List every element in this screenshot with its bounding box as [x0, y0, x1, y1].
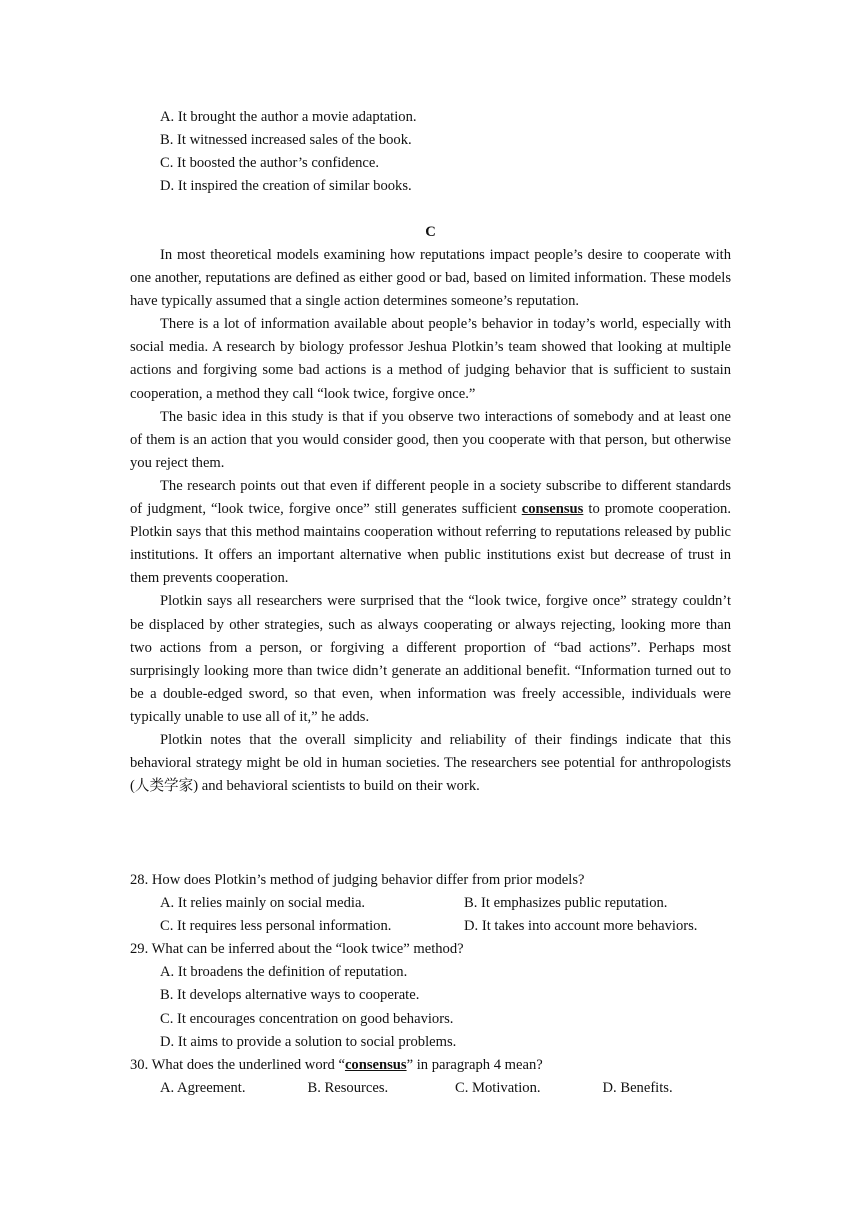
option-b: B. It develops alternative ways to cooperate. [160, 987, 420, 1004]
underlined-word: consensus [344, 1056, 407, 1073]
option-c: C. It boosted the author’s confidence. [160, 155, 379, 172]
question-list [130, 869, 750, 1100]
paragraph-4-text-end: to promote cooperation. Plotkin says that this method maintains cooperation without referring to reputations released by public institutions. It offers an important alternative when public institutions exist but decrease of trust in them prevents cooperation. [130, 501, 731, 587]
question-stem: 29. What can be inferred about the “look twice” method? [130, 941, 464, 958]
paragraph-1: In most theoretical models examining how reputations impact people’s desire to cooperate with one another, reputations are defined as either good or bad, based on limited information. These models have typically assumed that a single action determines someone’s reputation. [130, 247, 731, 310]
option-b: B. It witnessed increased sales of the book. [160, 132, 412, 149]
question-28 [130, 869, 750, 938]
question-29 [130, 938, 750, 1053]
option-a: A. It relies mainly on social media. [160, 895, 366, 912]
question-stem [130, 1054, 750, 1077]
option-d: D. It aims to provide a solution to social problems. [160, 1033, 457, 1050]
paragraph-6: Plotkin notes that the overall simplicity and reliability of their findings indicate that this behavioral strategy might be old in human societies. The researchers see potential for anthropologists (人类学家) and behavioral scientists to build on their work. [130, 731, 731, 795]
reading-passage [130, 244, 731, 798]
option-a: A. It broadens the definition of reputation. [160, 964, 408, 981]
option-c: C. It requires less personal information. [160, 918, 392, 935]
option-c: C. Motivation. [455, 1079, 541, 1096]
paragraph-2: There is a lot of information available about people’s behavior in today’s world, especially with social media. A research by biology professor Jeshua Plotkin’s team showed that looking at multiple actions and forgiving some bad actions is a method of judging behavior that is sufficient to sustain cooperation, a method they call “look twice, forgive once.” [130, 316, 731, 402]
question-stem-end: ” in paragraph 4 mean? [406, 1056, 543, 1073]
question-stem-start: 30. What does the underlined word “ [130, 1056, 345, 1073]
option-a: A. It brought the author a movie adaptation. [160, 109, 417, 125]
option-d: D. It inspired the creation of similar books. [160, 178, 412, 195]
underlined-word: consensus [521, 501, 584, 518]
paragraph-4-text-start: The research points out that even if different people in a society subscribe to different standards of judgment, “look twice, forgive once” still generates sufficient [130, 477, 731, 518]
option-c: C. It encourages concentration on good behaviors. [160, 1010, 454, 1027]
option-b: B. It emphasizes public reputation. [464, 895, 668, 912]
option-d: D. It takes into account more behaviors. [464, 918, 698, 935]
option-a: A. Agreement. [160, 1079, 246, 1096]
option-b: B. Resources. [307, 1079, 389, 1096]
previous-question-options [160, 106, 417, 198]
question-stem: 28. How does Plotkin’s method of judging behavior differ from prior models? [130, 872, 585, 888]
paragraph-5: Plotkin says all researchers were surprised that the “look twice, forgive once” strategy couldn’t be displaced by other strategies, such as always cooperating or always rejecting, looking more than two actions from a person, or forgiving a different proportion of “bad actions”. Perhaps most surprisingly looking more than twice didn’t generate an additional benefit. “Information turned out to be a double-edged sword, so that even, when information was freely accessible, individuals were typically unable to use all of it,” he adds. [130, 593, 731, 725]
section-label: C [425, 224, 436, 240]
question-30 [130, 1054, 750, 1100]
paragraph-3: The basic idea in this study is that if you observe two interactions of somebody and at least one of them is an action that you would consider good, then you cooperate with that person, but otherwise you reject them. [130, 408, 731, 471]
option-d: D. Benefits. [602, 1079, 673, 1096]
paragraph-4 [130, 475, 731, 590]
